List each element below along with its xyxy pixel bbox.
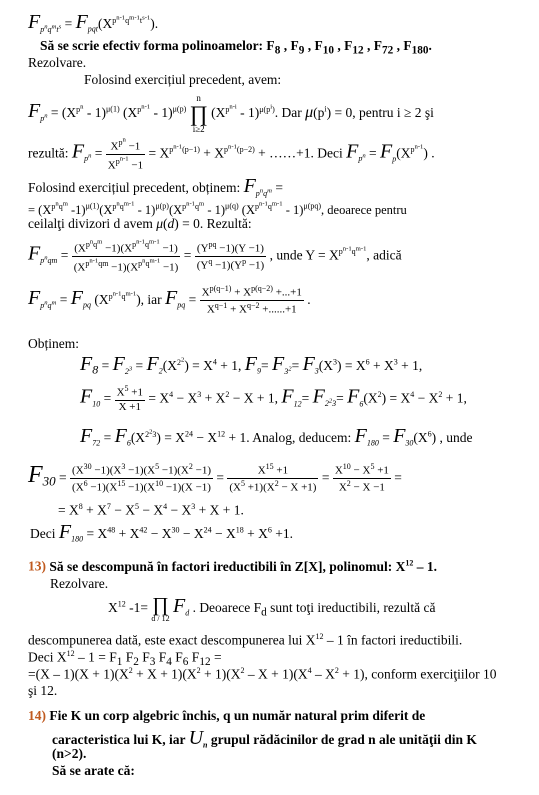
- text-line: Folosind exercițiul precedent, obținem: $F_{p^nq^m}$ =: [28, 175, 283, 198]
- text-line: Folosind exercițiul precedent, avem:: [84, 72, 282, 87]
- task-statement: Să se scrie efectiv forma polinoamelor: $F_8$ , $F_9$ , $F_{10}$ , $F_{12}$ , $F_{72}$ , $F_{180}$.: [40, 38, 432, 57]
- formula-f72-f180: $F_{72} = F_6(X^{2^23}) = X^{24} - X^{12} + 1$. Analog, deducem: $F_{180} = F_{30}(X^6)$ , unde: [80, 425, 473, 448]
- formula-fpnqmts: $F_{p^nq^mt^s} = F_{pqt}(X^{p^{n-1}q^{m-1}t^{s-1}})$.: [28, 11, 159, 34]
- formula-fpnqm-product: = ($X^{p^nq^m}$ $-1)^{\mu(1)}(X^{p^nq^{m-1}} - 1)^{\mu(p)}(X^{p^{n-1}q^m} - 1)^{\mu(q)}$ $(X^{p^{n-1}q^{m-1}} - 1)^{\mu(pq)}$, deoarece pentru: [28, 200, 407, 217]
- text-line: ceilalţi divizori d avem μ(d) = 0. Rezultă:: [28, 216, 252, 231]
- formula-fpn-product: $F_{p^n} = (X^{p^n} - 1)^{\mu(1)}$ $(X^{p^{n-1}} - 1)^{\mu(p)}$ n ∏ i≥2 $(X^{p^{n-i}} - 1)^{\mu(p^i)}$. Dar $\mu(p^i) = 0$, pentru i ≥ 2 şi: [28, 93, 434, 134]
- formula-f10-f12: $F_{10}$ = $\frac{X^5 +1}{X +1}$ = $X^4 - X^3 + X^2 - X + 1$, $F_{12}= F_{2^23}= F_6(X^2) = X^4 - X^2 + 1$,: [80, 384, 467, 414]
- exercise-13-heading: 13) Să se descompună în factori ireductibili în Z[X], polinomul: $X^{12} - 1$.: [28, 558, 438, 574]
- text-line: şi 12.: [28, 683, 58, 698]
- text-line: descompunerea dată, este exact descompunerea lui $X^{12} - 1$ în factori ireductibili.: [28, 632, 463, 648]
- formula-x12-product: $X^{12}$ -1= ∏ d / 12 $F_d$ . Deoarece $F_d$ sunt toţi ireductibili, rezultă că: [108, 593, 436, 623]
- text-line: Să se arate că:: [52, 763, 135, 778]
- text-line: caracteristica lui K, iar $U_n$ grupul rădăcinilor de grad n ale unităţii din K: [52, 727, 477, 750]
- text-line: Deci $X^{12} - 1 = F_1$ $F_2$ $F_3$ $F_4$ $F_6$ $F_{12}$ =: [28, 649, 222, 669]
- formula-fpnqm-reduced: $F_{p^nq^m} = F_{pq}$ $(X^{p^{n-1}q^{m-1}})$, iar $F_{pq}$ = $\frac{X^{p(q-1)} + X^{p(q-2)} +...+1}{X^{q-1} + X^{q-2} +......+1}$ .: [28, 284, 311, 317]
- formula-fpn-sum: rezultă: $F_{p^n}$ = $\frac{X^{p^n} -1}{X^{p^{n-1}} -1}$ = $X^{p^{n-1}(p-1)} + X^{p^{n-1}(p-2)}$ + ……+1. Deci $F_{p^n} = F_p(X^{p^{n-1}})$ .: [28, 136, 435, 172]
- formula-fpnqm-fraction: $F_{p^nqm}$ = $\frac{(X^{p^nq^m} -1)(X^{p^{n-1}q^{m-1}} -1)}{(X^{p^{n-1}qm} -1)(X^{p^nq^{m-1}} -1)}$ = $\frac{(Y^{pq} -1)(Y -1)}{(Y^q -1)(Y^p -1)}$ , unde $Y = X^{p^{n-1}q^{m-1}}$, adică: [28, 238, 402, 274]
- formula-f30: F30 = $\frac{(X^{30} -1)(X^3 -1)(X^5 -1)(X^2 -1)}{(X^6 -1)(X^{15} -1)(X^{10} -1)(X -1)}$ = $\frac{X^{15} +1}{(X^5 +1)(X^2 - X +1)}$ = $\frac{X^{10} - X^5 +1}{X^2 - X -1}$ =: [28, 462, 402, 495]
- formula-f30-result: = $X^8 + X^7 - X^5 - X^4 - X^3 + X + 1$.: [58, 502, 244, 518]
- exercise-14-heading: 14) Fie K un corp algebric închis, q un număr natural prim diferit de: [28, 708, 426, 723]
- resolution-label: Rezolvare.: [28, 55, 87, 70]
- formula-f8-f9: $F8 = F_{2^3} = F_2(X^{2^2}) = X^4 + 1$, $F_9= F_{3^2}= F_3(X^3) = X^6 + X^3 + 1$,: [80, 353, 423, 377]
- formula-f180-result: Deci $F_{180} = X^{48} + X^{42} - X^{30} - X^{24} - X^{18} + X^6 +1$.: [30, 521, 293, 544]
- text-line: $=(X - 1)(X + 1)(X^2 + X + 1)(X^2 + 1)(X^2 - X + 1)(X^4 - X^2 + 1)$, conform exerciţiilor 10: [28, 666, 497, 682]
- resolution-label: Rezolvare.: [50, 576, 109, 591]
- text-line: (n>2).: [52, 746, 87, 761]
- text-line: Obținem:: [28, 336, 79, 351]
